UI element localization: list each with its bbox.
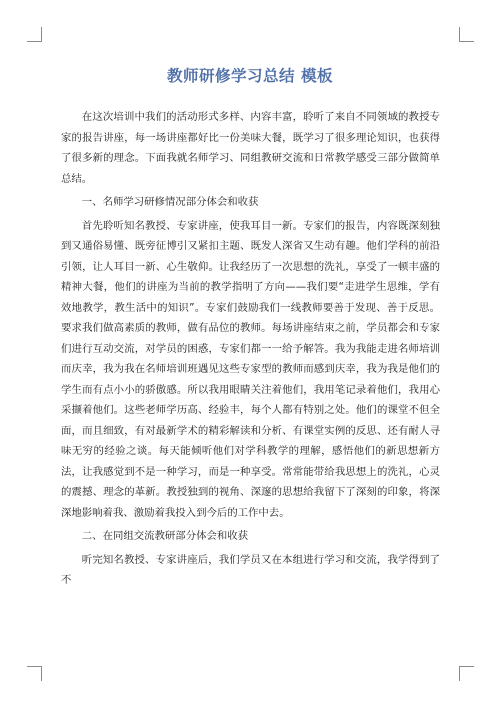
intro-paragraph: 在这次培训中我们的活动形式多样、内容丰富，聆听了来自不同领域的教授专家的报告讲座，每一场讲座都好比一份美味大餐，既学习了很多理论知识，也获得了很多新的理念。下面我就名师学习、同组教研交流和日常教学感受三部分做简单总结。 [61,111,440,185]
page-title: 教师研修学习总结 模板 [167,67,333,85]
section-1-paragraph: 首先聆听知名教授、专家讲座，使我耳目一新。专家们的报告，内容既深刻独到又通俗易懂、既旁征博引又紧扣主题、既发人深省又生动有趣。他们学科的前沿引领，让人耳目一新、心生敬仰。让我经历了一次思想的洗礼，享受了一顿丰盛的精神大餐，他们的讲座为当前的教学指明了方向——我们要“走进学生思维，学有效地教学，教生活中的知识”。专家们鼓励我们一线教师要善于发现、善于反思。要求我们做高素质的教师，做有品位的教师。每场讲座结束之前，学员都会和专家们进行互动交流，对学员的困惑，专家们都一一给予解答。我为我能走进名师培训而庆幸，我为我在名师培训班遇见这些专家型的教师而感到庆幸，我为我是他们的学生而有点小小的骄傲感。所以我用眼睛关注着他们，我用笔记录着他们，我用心采撷着他们。这些老师学历高、经验丰，每个人都有特别之处。他们的课堂不但全面，而且细致，有对最新学术的精彩解读和分析、有课堂实例的反思、还有耐人寻味无穷的经验之谈。每天能倾听他们对学科教学的理解，感悟他们的新思想新方法，让我感觉到不是一种学习，而是一种享受。常常能带给我思想上的洗礼，心灵的震撼、理念的革新。教授独到的视角、深邃的思想给我留下了深刻的印象，将深深地影响着我、激励着我投入到今后的工作中去。 [61,219,440,519]
section-heading-2: 二、在同组交流教研部分体会和收获 [81,530,249,542]
crop-mark-bottom-left [27,666,42,681]
crop-mark-top-right [459,27,474,42]
crop-mark-top-left [27,27,42,42]
section-heading-1: 一、名师学习研修情况部分体会和收获 [81,196,259,208]
document-body [61,107,440,591]
crop-mark-bottom-right [459,666,474,681]
section-2-paragraph: 听完知名教授、专家讲座后，我们学员又在本组进行学习和交流，我学得到了不 [61,553,440,586]
